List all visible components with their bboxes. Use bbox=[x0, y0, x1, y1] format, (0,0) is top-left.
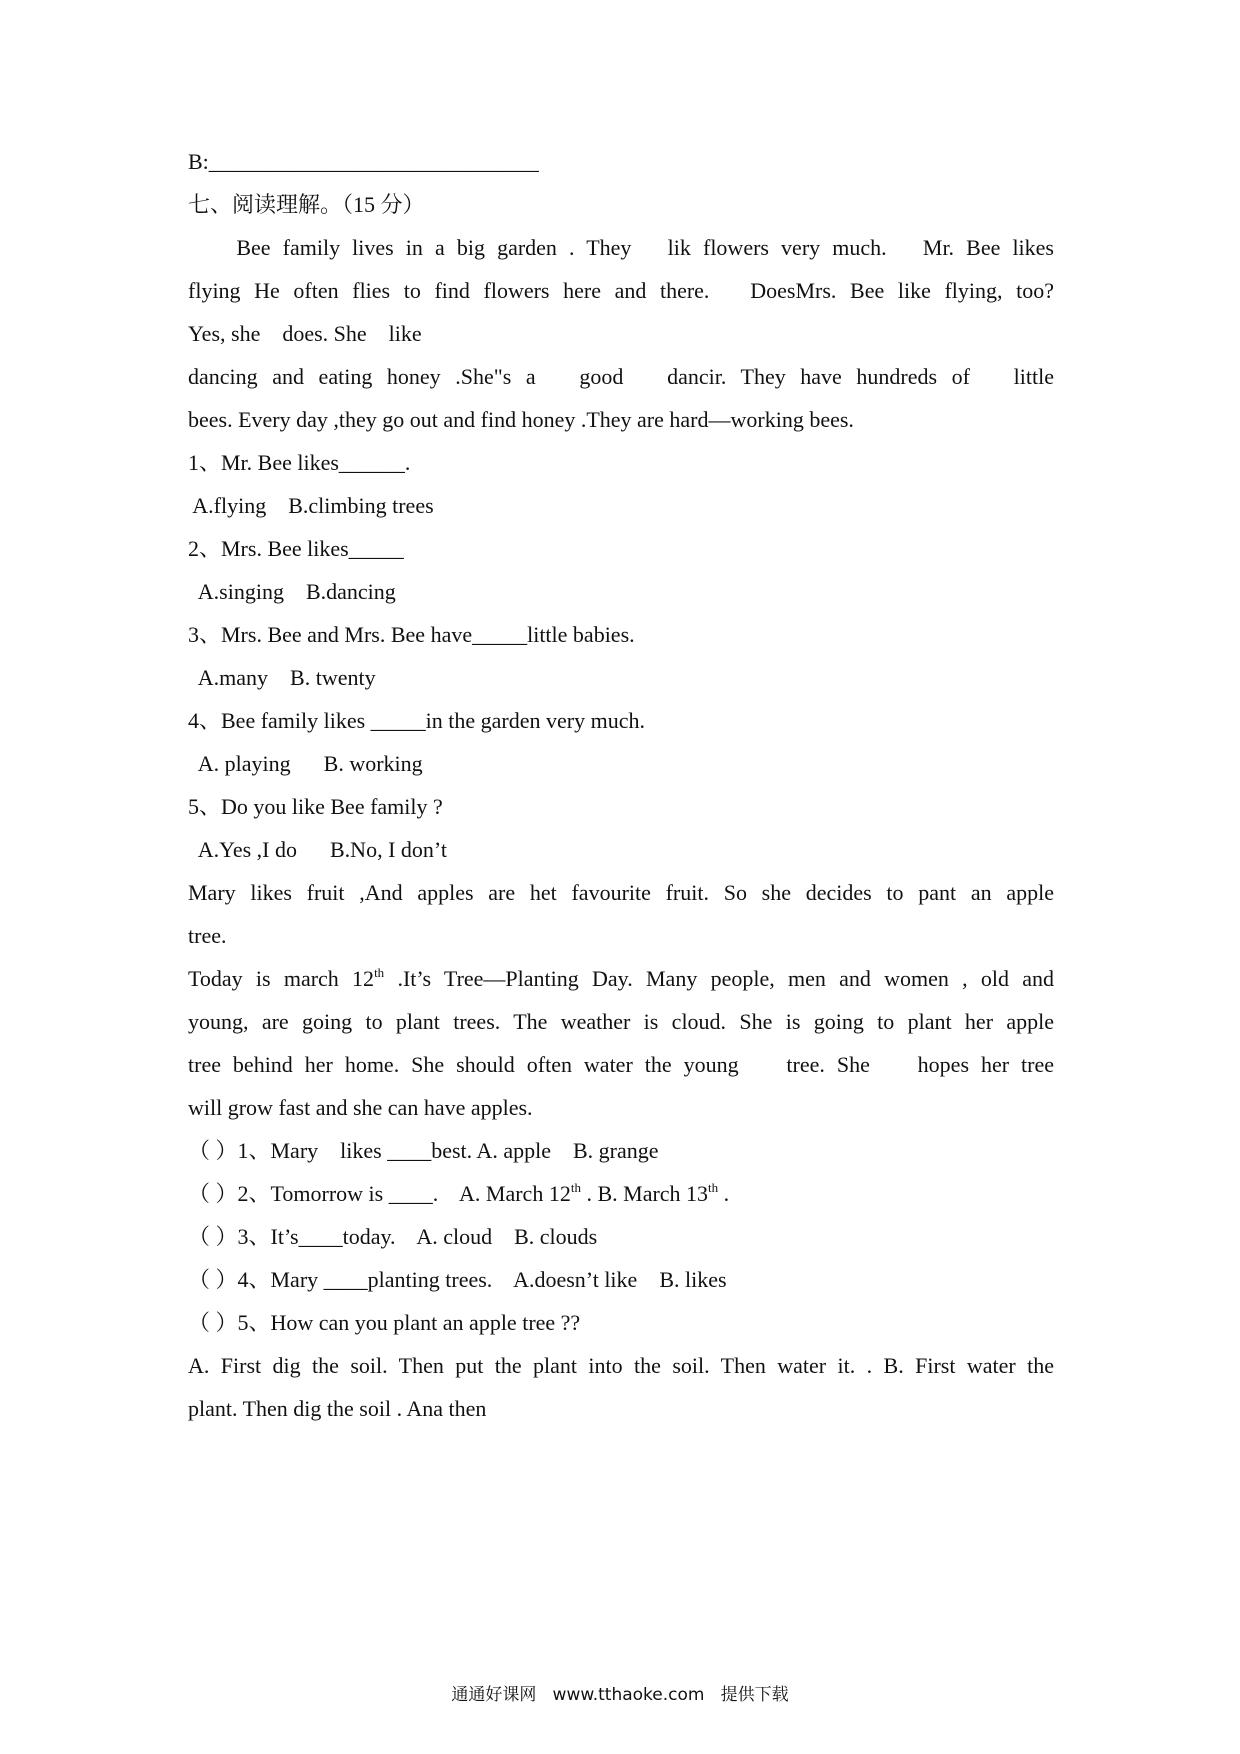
passage1-line: bees. Every day ,they go out and find honey .They are hard—working bees. bbox=[188, 407, 854, 432]
answer-b-line: B:______________________________ bbox=[188, 149, 539, 174]
question-options: A.many B. twenty bbox=[188, 665, 376, 690]
ordinal-suffix: th bbox=[708, 1180, 719, 1195]
page-footer: 通通好课网 www.tthaoke.com 提供下载 bbox=[451, 1685, 789, 1705]
passage2-text: Today is march 12 bbox=[188, 966, 375, 991]
question-options: A.flying B.climbing trees bbox=[188, 493, 434, 518]
question-options: A.Yes ,I do B.No, I don’t bbox=[188, 837, 447, 862]
passage2-line: Mary likes fruit ,And apples are het favourite fruit. So she decides to pant an apple bbox=[188, 880, 1054, 905]
ordinal-suffix: th bbox=[374, 965, 385, 980]
question: 1、Mr. Bee likes______. bbox=[188, 450, 411, 475]
passage1-line: Yes, she does. She like bbox=[188, 321, 422, 346]
passage1-line: dancing and eating honey .She"s a good dancir. They have hundreds of little bbox=[188, 364, 1054, 389]
question: 4、Bee family likes _____in the garden very much. bbox=[188, 708, 645, 733]
question-text: . B. March 13 bbox=[580, 1181, 709, 1206]
answer-line: A. First dig the soil. Then put the plant into the soil. Then water it. . B. First water the bbox=[188, 1353, 1054, 1378]
passage2-line: tree behind her home. She should often water the young tree. She hopes her tree bbox=[188, 1052, 1054, 1077]
question: （ ）5、How can you plant an apple tree ?? bbox=[188, 1310, 581, 1335]
passage2-line bbox=[188, 965, 1054, 993]
question: （ ）3、It’s____today. A. cloud B. clouds bbox=[188, 1224, 598, 1249]
question: （ ）1、Mary likes ____best. A. apple B. grange bbox=[188, 1138, 659, 1163]
question: 5、Do you like Bee family ? bbox=[188, 794, 443, 819]
section-heading: 七、阅读理解。（15 分） bbox=[188, 192, 425, 217]
answer-line: plant. Then dig the soil . Ana then bbox=[188, 1396, 487, 1421]
passage2-line: tree. bbox=[188, 923, 227, 948]
question bbox=[188, 1180, 729, 1208]
passage1-line: Bee family lives in a big garden . They lik flowers very much. Mr. Bee likes bbox=[188, 235, 1054, 260]
passage1-line: flying He often flies to find flowers here and there. DoesMrs. Bee like flying, too? bbox=[188, 278, 1054, 303]
question-text: . bbox=[718, 1181, 730, 1206]
question-text: （ ）2、Tomorrow is ____. A. March 12 bbox=[188, 1181, 571, 1206]
question: （ ）4、Mary ____planting trees. A.doesn’t like B. likes bbox=[188, 1267, 727, 1292]
question: 3、Mrs. Bee and Mrs. Bee have_____little babies. bbox=[188, 622, 635, 647]
ordinal-suffix: th bbox=[570, 1180, 581, 1195]
question-options: A. playing B. working bbox=[188, 751, 423, 776]
question-options: A.singing B.dancing bbox=[188, 579, 396, 604]
passage2-text: .It’s Tree—Planting Day. Many people, men and women , old and bbox=[384, 966, 1054, 991]
passage2-line: will grow fast and she can have apples. bbox=[188, 1095, 533, 1120]
passage2-line: young, are going to plant trees. The weather is cloud. She is going to plant her apple bbox=[188, 1009, 1054, 1034]
question: 2、Mrs. Bee likes_____ bbox=[188, 536, 404, 561]
